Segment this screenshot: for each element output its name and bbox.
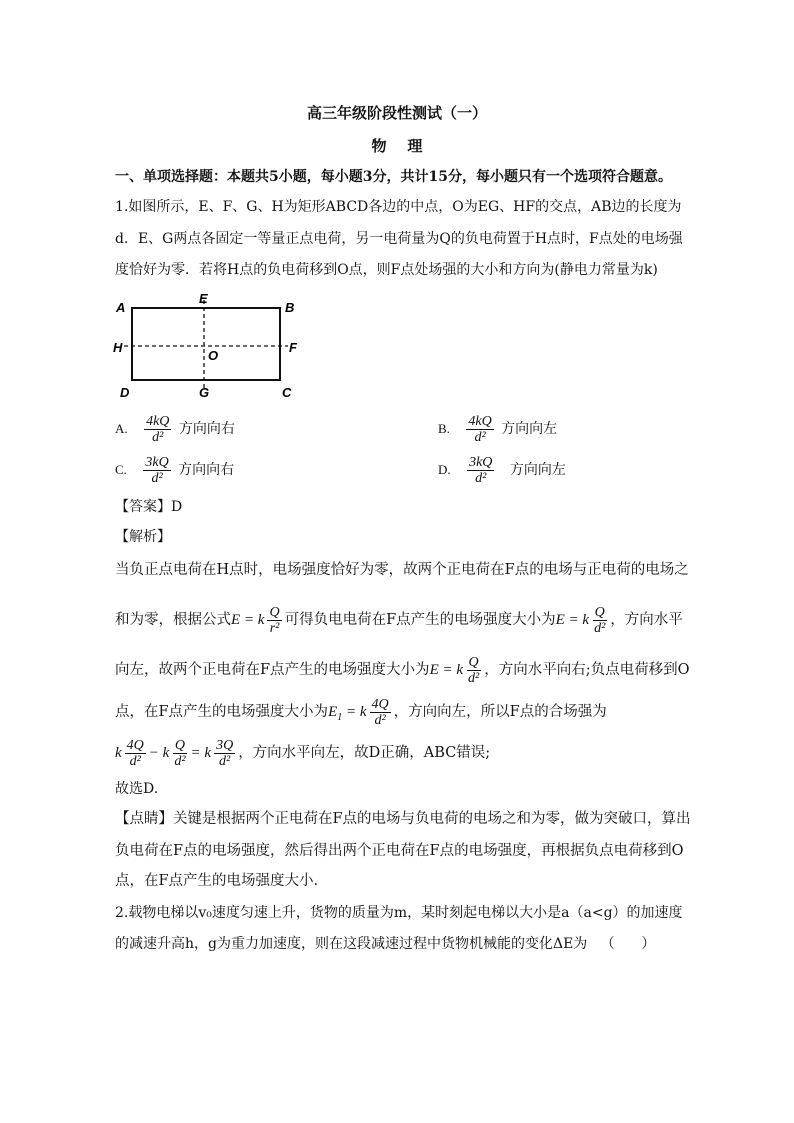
formula-total-frac2: $\frac{Q}{\text{d²}}$ xyxy=(174,737,186,769)
option-c[interactable] xyxy=(115,452,234,488)
formula-e1-fraction: $\frac{4Q}{\text{d²}}$ xyxy=(371,696,389,728)
formula-general-fraction: $\frac{Q}{\text{r²}}$ xyxy=(269,604,280,636)
option-d-direction: 方向向左 xyxy=(509,462,566,478)
option-b-direction: 方向向左 xyxy=(501,421,558,437)
section-heading: 一、单项选择题：本题共5小题，每小题3分，共计15分，每小题只有一个选项符合题意。 xyxy=(115,169,672,185)
analysis-p5 xyxy=(115,733,490,773)
analysis-p5-text: ，方向水平向左，故D正确，ABC错误; xyxy=(238,745,491,761)
option-b[interactable] xyxy=(438,411,557,447)
label-f: F xyxy=(289,340,297,355)
option-d-denominator: d² xyxy=(475,470,487,486)
analysis-p2-text-b: 可得负电电荷在F点产生的电场强度大小为 xyxy=(284,612,556,628)
q1-line2: d．E、G两点各固定一等量正点电荷，另一电荷量为Q的负电荷置于H点时，F点处的电场强 xyxy=(115,231,683,247)
analysis-p3-text-a: 向左，故两个正电荷在F点产生的电场强度大小为 xyxy=(115,662,430,678)
option-c-label: C. xyxy=(115,462,127,477)
subject-title: 物 理 xyxy=(371,137,423,155)
formula-general: E = k xyxy=(231,612,265,628)
formula-total-minus: − k xyxy=(148,745,170,761)
q2-line2: 的减速升高h，g为重力加速度，则在这段减速过程中货物机械能的变化ΔE为 （ ） xyxy=(115,936,656,952)
option-c-numerator: 3kQ xyxy=(145,454,169,470)
option-d-numerator: 3kQ xyxy=(469,454,493,470)
label-a: A xyxy=(116,300,126,315)
analysis-p4 xyxy=(115,692,607,738)
option-d[interactable] xyxy=(438,452,566,488)
option-b-label: B. xyxy=(438,421,450,436)
formula-total-frac1: $\frac{4Q}{\text{d²}}$ xyxy=(126,737,144,769)
analysis-p2 xyxy=(115,600,683,640)
formula-negative-fraction: $\frac{Q}{\text{d²}}$ xyxy=(594,604,606,636)
exam-title: 高三年级阶段性测试（一） xyxy=(306,104,487,122)
rectangle-abcd xyxy=(132,308,280,380)
note-line3: 点，在F点产生的电场强度大小. xyxy=(115,873,319,889)
option-a-fraction xyxy=(144,414,171,445)
option-a-label: A. xyxy=(115,421,128,436)
label-b: B xyxy=(285,300,295,315)
option-b-fraction xyxy=(466,414,493,445)
note-line1: 【点睛】关键是根据两个正电荷在F点的电场与负电荷的电场之和为零，做为突破口，算出 xyxy=(115,811,691,827)
option-d-fraction xyxy=(467,455,494,486)
answer-line: 【答案】D xyxy=(115,499,183,515)
formula-total-frac3: $\frac{3Q}{\text{d²}}$ xyxy=(216,737,234,769)
label-g: G xyxy=(199,385,210,400)
analysis-p3 xyxy=(115,650,690,690)
label-o: O xyxy=(208,348,219,363)
formula-total-eq: = k xyxy=(190,745,212,761)
option-c-denominator: d² xyxy=(151,470,163,486)
label-h: H xyxy=(113,340,123,355)
label-e: E xyxy=(199,291,208,306)
analysis-p3-text-b: ，方向水平向右;负点电荷移到O xyxy=(484,662,690,678)
q2-line1: 2.载物电梯以v₀速度匀速上升，货物的质量为m，某时刻起电梯以大小是a（a<g）的加速度 xyxy=(115,905,683,921)
formula-negative: E = k xyxy=(555,612,590,628)
analysis-p2-text-a: 和为零，根据公式 xyxy=(115,612,231,628)
option-c-direction: 方向向右 xyxy=(178,462,235,478)
formula-total: k xyxy=(115,745,122,761)
option-c-fraction xyxy=(143,455,170,486)
option-a-direction: 方向向右 xyxy=(178,421,235,437)
option-b-numerator: 4kQ xyxy=(468,413,492,429)
q1-line1: 1.如图所示，E、F、G、H为矩形ABCD各边的中点，O为EG、HF的交点，AB边的长度为 xyxy=(115,199,682,215)
analysis-p4-text-b: ，方向向左，所以F点的合场强为 xyxy=(393,704,607,720)
note-line2: 负电荷在F点的电场强度，然后得出两个正电荷在F点的电场强度，再根据负点电荷移到O xyxy=(115,843,684,859)
formula-positive: E = k xyxy=(429,662,464,678)
option-a-numerator: 4kQ xyxy=(146,413,170,429)
formula-positive-fraction: $\frac{Q}{\text{d²}}$ xyxy=(468,654,480,686)
analysis-p6: 故选D. xyxy=(115,781,159,797)
analysis-p4-text-a: 点，在F点产生的电场强度大小为 xyxy=(115,704,329,720)
option-a[interactable] xyxy=(115,411,235,447)
label-c: C xyxy=(282,385,292,400)
rectangle-figure xyxy=(110,290,310,405)
option-d-label: D. xyxy=(438,462,451,477)
label-d: D xyxy=(120,385,130,400)
option-b-denominator: d² xyxy=(474,429,486,445)
analysis-p1: 当负正点电荷在H点时，电场强度恰好为零，故两个正电荷在F点的电场与正电荷的电场之 xyxy=(115,562,689,578)
formula-e1: $E_1 = k$ xyxy=(328,704,367,723)
q1-line3: 度恰好为零．若将H点的负电荷移到O点，则F点处场强的大小和方向为(静电力常量为k) xyxy=(115,262,658,278)
analysis-title: 【解析】 xyxy=(115,529,171,545)
option-a-denominator: d² xyxy=(152,429,164,445)
analysis-p2-text-c: ，方向水平 xyxy=(610,612,683,628)
